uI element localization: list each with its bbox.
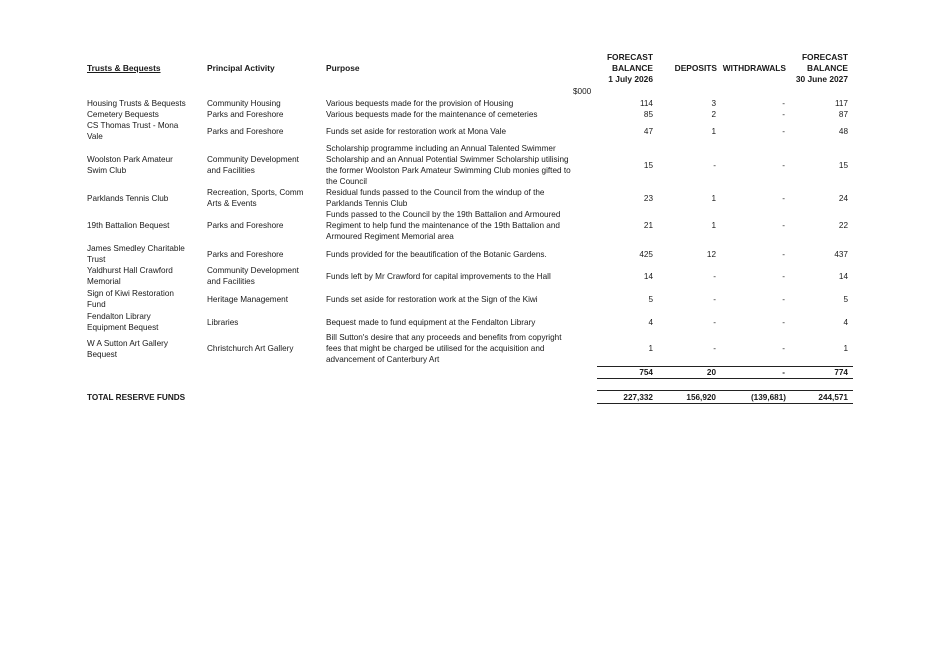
subtotal-deposits: 20 bbox=[706, 368, 716, 377]
purpose-text: Various bequests made for the maintenance of cemeteries bbox=[326, 110, 538, 119]
purpose-text: Residual funds passed to the Council from the windup of the bbox=[326, 188, 545, 197]
opening-balance: 85 bbox=[643, 110, 653, 119]
subtotal-opening: 754 bbox=[639, 368, 653, 377]
opening-balance: 14 bbox=[643, 272, 653, 281]
withdrawals-value: - bbox=[782, 295, 785, 304]
purpose-text: Funds provided for the beautification of the Botanic Gardens. bbox=[326, 250, 547, 259]
closing-balance: 87 bbox=[838, 110, 848, 119]
withdrawals-value: - bbox=[782, 99, 785, 108]
withdrawals-value: - bbox=[782, 161, 785, 170]
trust-name: Fund bbox=[87, 300, 106, 309]
principal-activity: Heritage Management bbox=[207, 295, 289, 304]
closing-balance: 1 bbox=[843, 344, 848, 353]
principal-activity: Parks and Foreshore bbox=[207, 110, 284, 119]
trust-name: Parklands Tennis Club bbox=[87, 194, 169, 203]
purpose-text: Scholarship programme including an Annual Talented Swimmer bbox=[326, 144, 556, 153]
header-closing-line-1: FORECAST bbox=[801, 52, 848, 62]
total-closing: 244,571 bbox=[818, 393, 848, 402]
purpose-text: the Council bbox=[326, 177, 367, 186]
trust-name: Woolston Park Amateur bbox=[87, 155, 173, 164]
purpose-text: Regiment to help fund the maintenance of the 19th Battalion and bbox=[326, 221, 560, 230]
purpose-text: advancement of Canterbury Art bbox=[326, 355, 440, 364]
header-closing-line-2: BALANCE bbox=[807, 63, 848, 73]
deposits-value: 2 bbox=[711, 110, 716, 119]
header-trusts-bequests: Trusts & Bequests bbox=[87, 63, 161, 73]
subtotal-closing: 774 bbox=[834, 368, 848, 377]
principal-activity: Community Housing bbox=[207, 99, 281, 108]
trust-name: Swim Club bbox=[87, 166, 127, 175]
closing-balance: 14 bbox=[838, 272, 848, 281]
trust-name: James Smedley Charitable bbox=[87, 244, 185, 253]
trust-name: 19th Battalion Bequest bbox=[87, 221, 170, 230]
unit-label: $000 bbox=[573, 87, 592, 96]
deposits-value: 1 bbox=[711, 127, 716, 136]
header-opening-line-2: BALANCE bbox=[612, 63, 653, 73]
closing-balance: 48 bbox=[838, 127, 848, 136]
deposits-value: 3 bbox=[711, 99, 716, 108]
purpose-text: Bequest made to fund equipment at the Fendalton Library bbox=[326, 318, 536, 327]
principal-activity: and Facilities bbox=[207, 166, 255, 175]
principal-activity: and Facilities bbox=[207, 277, 255, 286]
principal-activity: Parks and Foreshore bbox=[207, 221, 284, 230]
trust-name: W A Sutton Art Gallery bbox=[87, 339, 168, 348]
withdrawals-value: - bbox=[782, 110, 785, 119]
withdrawals-value: - bbox=[782, 344, 785, 353]
deposits-value: - bbox=[713, 161, 716, 170]
deposits-value: 1 bbox=[711, 221, 716, 230]
trust-name: Cemetery Bequests bbox=[87, 110, 159, 119]
principal-activity: Christchurch Art Gallery bbox=[207, 344, 294, 353]
trust-name: Yaldhurst Hall Crawford bbox=[87, 266, 173, 275]
withdrawals-value: - bbox=[782, 221, 785, 230]
withdrawals-value: - bbox=[782, 127, 785, 136]
total-deposits: 156,920 bbox=[686, 393, 716, 402]
deposits-value: - bbox=[713, 295, 716, 304]
purpose-text: Funds set aside for restoration work at Mona Vale bbox=[326, 127, 507, 136]
purpose-text: the former Woolston Park Amateur Swimming Club monies gifted to bbox=[326, 166, 571, 175]
closing-balance: 117 bbox=[834, 99, 848, 108]
opening-balance: 4 bbox=[648, 318, 653, 327]
header-opening-line-1: FORECAST bbox=[606, 52, 653, 62]
opening-balance: 425 bbox=[639, 250, 653, 259]
withdrawals-value: - bbox=[782, 250, 785, 259]
principal-activity: Parks and Foreshore bbox=[207, 250, 284, 259]
principal-activity: Community Development bbox=[207, 266, 299, 275]
purpose-text: Funds passed to the Council by the 19th Battalion and Armoured bbox=[326, 210, 561, 219]
closing-balance: 24 bbox=[838, 194, 848, 203]
opening-balance: 21 bbox=[643, 221, 653, 230]
header-principal-activity: Principal Activity bbox=[207, 63, 275, 73]
opening-balance: 15 bbox=[643, 161, 653, 170]
subtotal-bottom-rule bbox=[597, 378, 853, 379]
opening-balance: 114 bbox=[639, 99, 653, 108]
deposits-value: - bbox=[713, 318, 716, 327]
opening-balance: 1 bbox=[648, 344, 653, 353]
header-opening-balance bbox=[590, 52, 653, 85]
trust-name: Memorial bbox=[87, 277, 121, 286]
trust-name: Bequest bbox=[87, 350, 118, 359]
opening-balance: 47 bbox=[643, 127, 653, 136]
header-closing-balance bbox=[790, 52, 848, 85]
trust-name: Fendalton Library bbox=[87, 312, 151, 321]
closing-balance: 15 bbox=[838, 161, 848, 170]
total-withdrawals: (139,681) bbox=[750, 393, 786, 402]
closing-balance: 22 bbox=[838, 221, 848, 230]
trust-name: Trust bbox=[87, 255, 106, 264]
total-top-rule bbox=[597, 390, 853, 391]
closing-balance: 5 bbox=[843, 295, 848, 304]
header-closing-line-3: 30 June 2027 bbox=[795, 74, 848, 84]
purpose-text: Various bequests made for the provision of Housing bbox=[326, 99, 514, 108]
closing-balance: 4 bbox=[843, 318, 848, 327]
purpose-text: Armoured Regiment Memorial area bbox=[326, 232, 454, 241]
deposits-value: - bbox=[713, 344, 716, 353]
trust-name: Vale bbox=[87, 132, 103, 141]
purpose-text: Parklands Tennis Club bbox=[326, 199, 408, 208]
header-purpose: Purpose bbox=[326, 63, 360, 73]
principal-activity: Recreation, Sports, Comm bbox=[207, 188, 304, 197]
trust-name: CS Thomas Trust - Mona bbox=[87, 121, 179, 130]
purpose-text: Scholarship and an Annual Potential Swimmer Scholarship utilising bbox=[326, 155, 569, 164]
withdrawals-value: - bbox=[782, 272, 785, 281]
opening-balance: 23 bbox=[643, 194, 653, 203]
closing-balance: 437 bbox=[834, 250, 848, 259]
header-opening-line-3: 1 July 2026 bbox=[608, 74, 653, 84]
purpose-text: Bill Sutton's desire that any proceeds and benefits from copyright bbox=[326, 333, 562, 342]
principal-activity: Community Development bbox=[207, 155, 299, 164]
subtotal-withdrawals: - bbox=[782, 368, 785, 377]
header-withdrawals: WITHDRAWALS bbox=[722, 63, 786, 73]
total-opening: 227,332 bbox=[623, 393, 653, 402]
deposits-value: 12 bbox=[706, 250, 716, 259]
trust-name: Housing Trusts & Bequests bbox=[87, 99, 186, 108]
trust-name: Equipment Bequest bbox=[87, 323, 159, 332]
withdrawals-value: - bbox=[782, 194, 785, 203]
deposits-value: 1 bbox=[711, 194, 716, 203]
deposits-value: - bbox=[713, 272, 716, 281]
purpose-text: Funds left by Mr Crawford for capital improvements to the Hall bbox=[326, 272, 551, 281]
purpose-text: Funds set aside for restoration work at the Sign of the Kiwi bbox=[326, 295, 538, 304]
principal-activity: Parks and Foreshore bbox=[207, 127, 284, 136]
trust-name: Sign of Kiwi Restoration bbox=[87, 289, 174, 298]
opening-balance: 5 bbox=[648, 295, 653, 304]
header-deposits: DEPOSITS bbox=[674, 63, 717, 73]
principal-activity: Arts & Events bbox=[207, 199, 257, 208]
withdrawals-value: - bbox=[782, 318, 785, 327]
total-bottom-rule bbox=[597, 403, 853, 404]
total-label: TOTAL RESERVE FUNDS bbox=[87, 393, 186, 402]
principal-activity: Libraries bbox=[207, 318, 239, 327]
purpose-text: fees that might be charged be utilised for the acquisition and bbox=[326, 344, 545, 353]
